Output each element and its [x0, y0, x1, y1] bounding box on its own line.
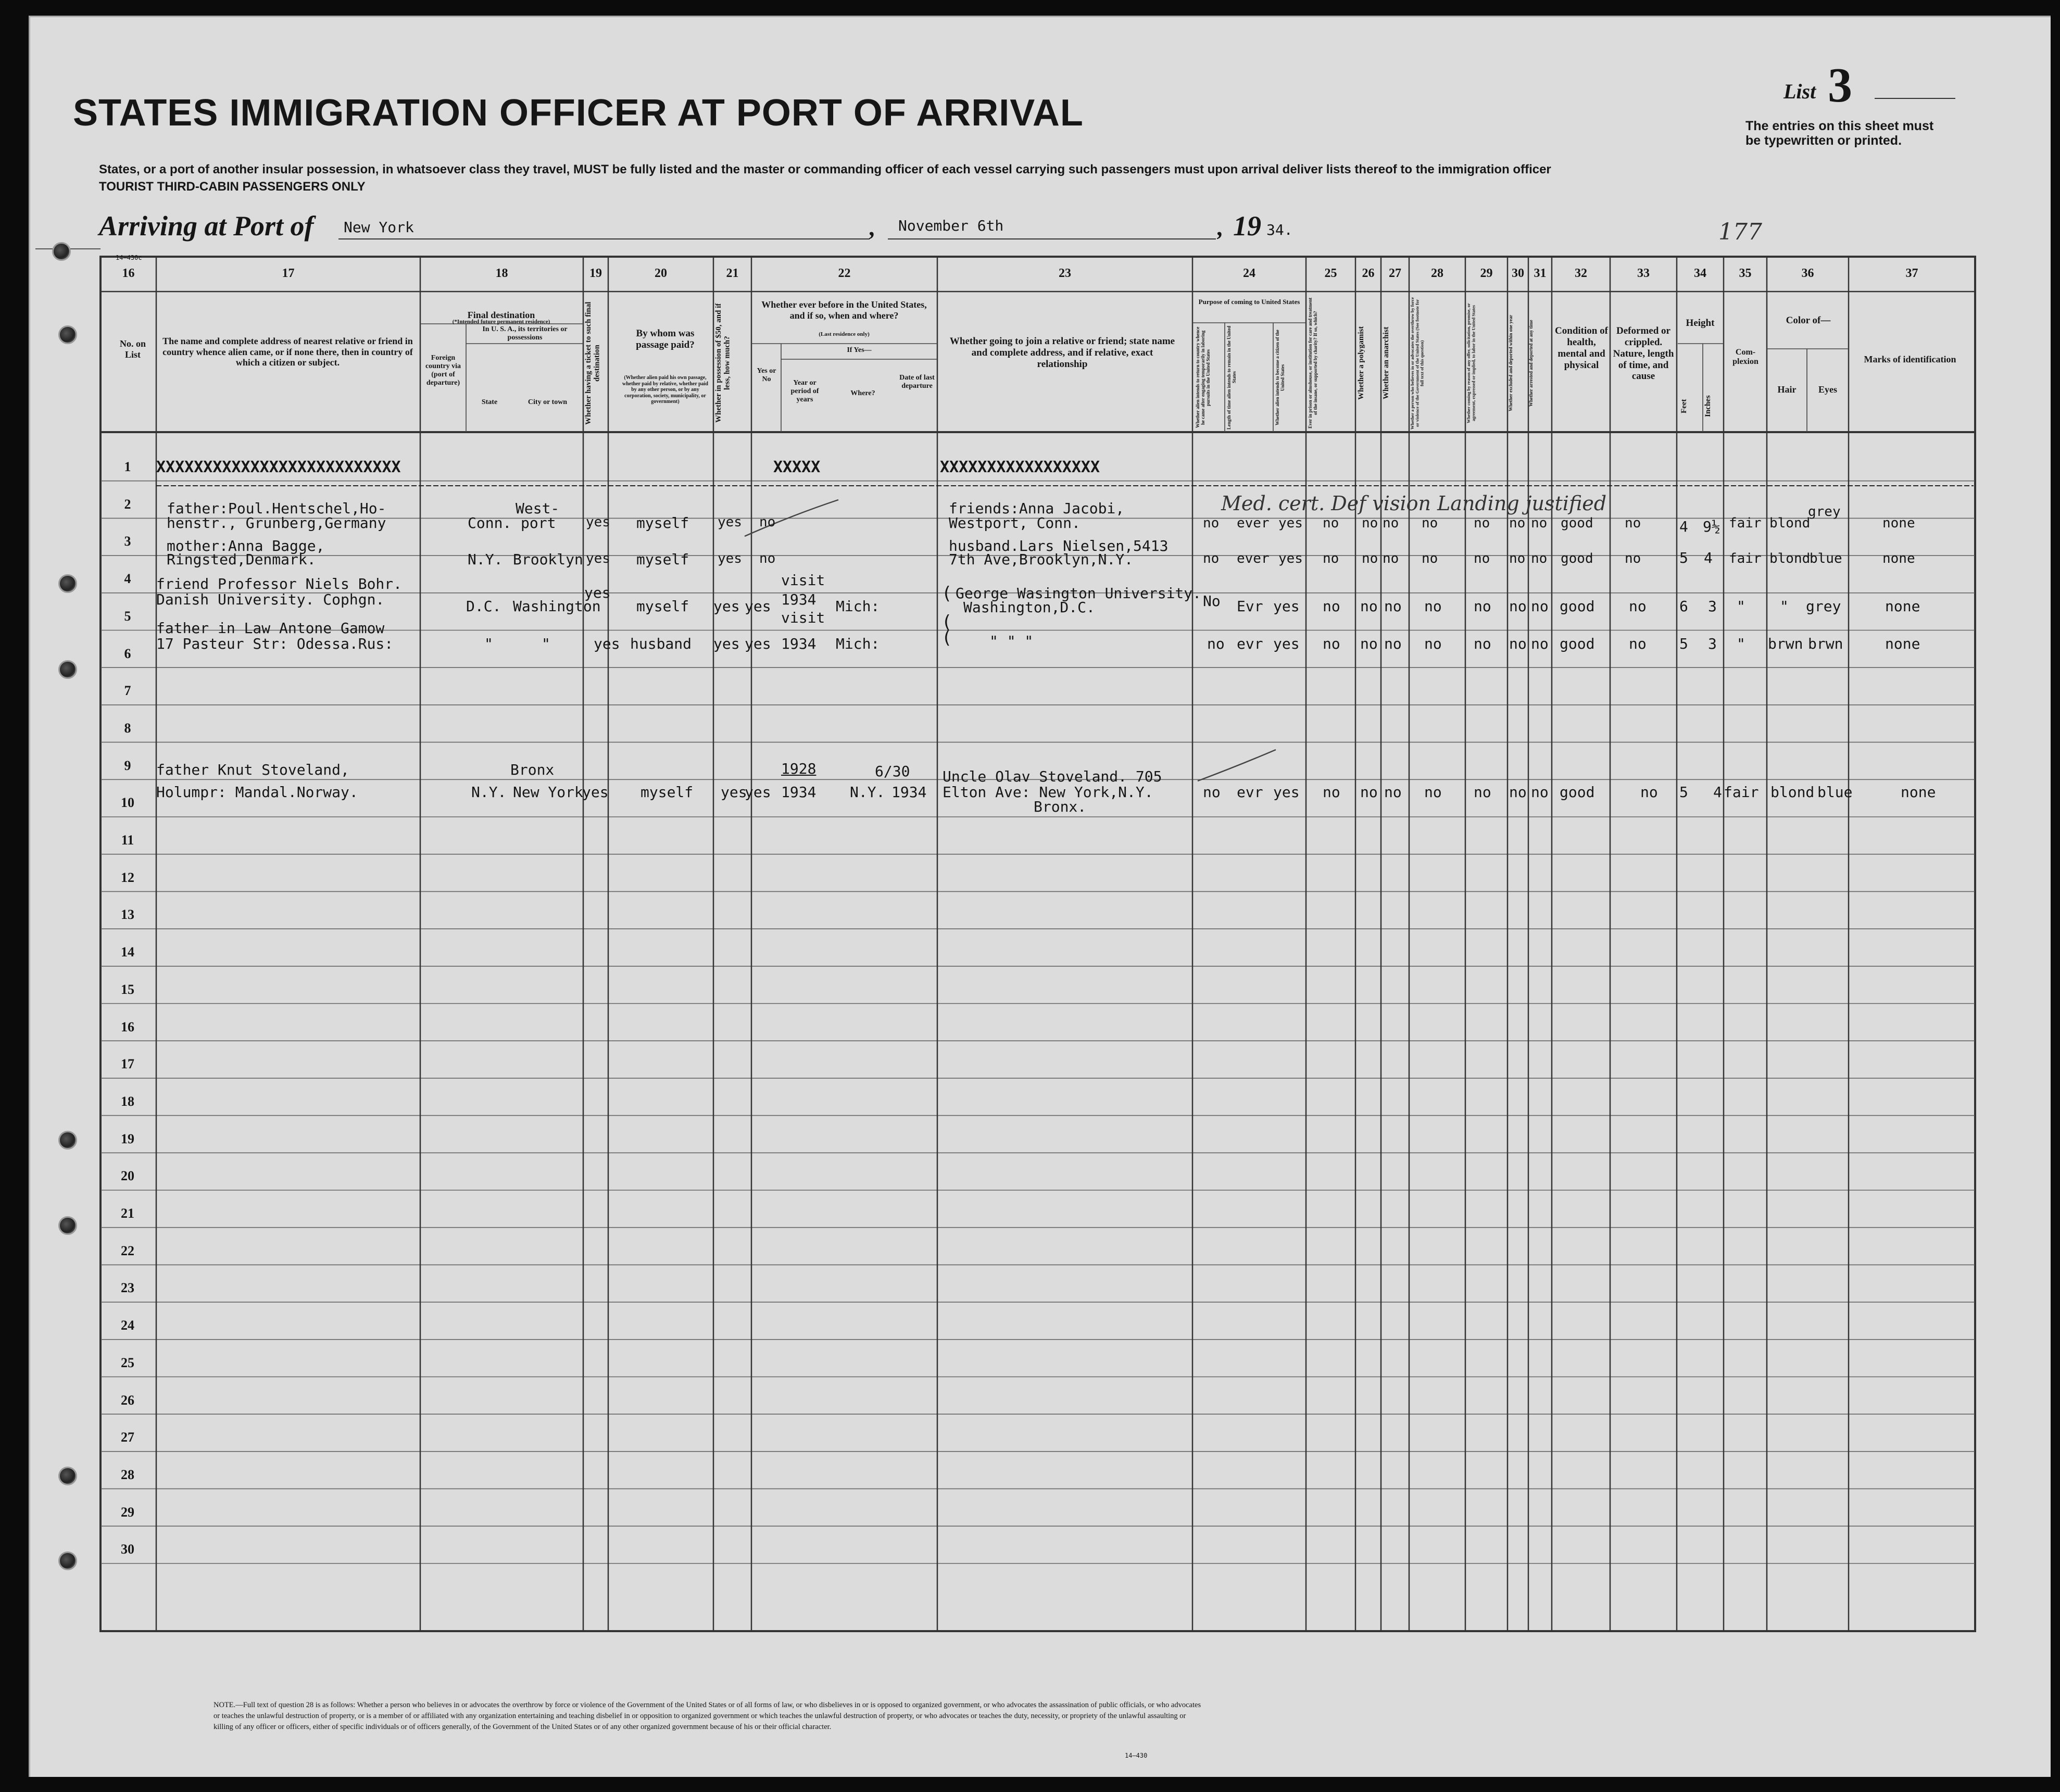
join-relative: husband.Lars Nielsen,5413: [949, 537, 1169, 554]
header-final-destination-sub: (*Intended future permanent residence): [452, 319, 550, 325]
punch-hole: [58, 325, 77, 344]
join-address: 7th Ave,Brooklyn,N.Y.: [949, 551, 1134, 568]
row-number: 12: [121, 869, 134, 885]
header-hair: Hair: [1777, 384, 1797, 395]
q26: no: [1360, 598, 1378, 615]
q31: no: [1531, 598, 1549, 615]
q25: no: [1323, 515, 1339, 531]
where: N.Y.: [850, 784, 885, 801]
crossed-entry: XXXXX: [773, 458, 821, 476]
column-number: 16: [122, 267, 135, 280]
citizen: yes: [1278, 515, 1303, 531]
column-number: 29: [1480, 267, 1493, 280]
notice-line: be typewritten or printed.: [1745, 133, 1902, 148]
join-ditto: " " ": [989, 633, 1034, 650]
header-passage-paid-sub: (Whether alien paid his own passage, whether paid by relative, whether paid by any other person, or by any corporation, society, municipality, or government): [622, 375, 708, 405]
passage-paid: myself: [636, 514, 689, 532]
q31: no: [1531, 784, 1549, 801]
row-number: 25: [121, 1355, 134, 1370]
row-number: 24: [121, 1318, 134, 1333]
header-ever-before: Whether ever before in the United States, and if so, when and where?: [761, 299, 927, 321]
possession: yes: [721, 784, 747, 801]
column-number: 36: [1801, 267, 1814, 280]
where: Mich:: [836, 598, 880, 615]
header-state: State: [481, 398, 498, 406]
q30: no: [1509, 515, 1526, 531]
header-city: City or town: [527, 398, 568, 406]
row-number: 11: [121, 832, 134, 848]
dest-city: Brooklyn: [513, 551, 583, 568]
q28: no: [1422, 551, 1438, 566]
q26: no: [1360, 635, 1378, 652]
ever-before: no: [759, 551, 776, 566]
column-number: 27: [1389, 267, 1401, 280]
year-period: visit: [781, 572, 825, 589]
marks: none: [1885, 635, 1920, 652]
q28: no: [1422, 515, 1438, 531]
eyes: brwn: [1808, 635, 1843, 652]
citizen: yes: [1273, 598, 1300, 615]
header-purpose-citizen: Whether alien intends to become a citizen of the United States: [1275, 330, 1285, 425]
arrival-year-prefix: 19: [1233, 210, 1261, 242]
column-number: 26: [1362, 267, 1375, 280]
q29: no: [1474, 515, 1490, 531]
eyes: blue: [1810, 551, 1842, 566]
ticket: yes: [584, 584, 611, 601]
relative-address: Danish University. Cophgn.: [156, 591, 385, 608]
deformed: no: [1629, 598, 1647, 615]
possession: yes: [718, 514, 742, 530]
deformed: no: [1625, 551, 1641, 566]
row-number: 19: [121, 1131, 134, 1146]
instruction-line: TOURIST THIRD-CABIN PASSENGERS ONLY: [99, 180, 366, 194]
passage-paid: myself: [636, 598, 689, 615]
complexion: ": [1737, 635, 1745, 652]
citizen: yes: [1273, 784, 1300, 801]
q26: no: [1362, 515, 1378, 531]
length: evr: [1237, 635, 1263, 652]
row-number: 27: [121, 1430, 134, 1445]
marks: none: [1885, 598, 1920, 615]
dest-city: ": [542, 635, 550, 652]
ever-before: yes: [745, 635, 771, 652]
column-number: 37: [1905, 267, 1918, 280]
dest-city: Washington: [513, 598, 601, 615]
length: ever: [1237, 551, 1270, 566]
q26: no: [1360, 784, 1378, 801]
ever-before: yes: [745, 784, 771, 801]
header-year-period: Year or period of years: [790, 379, 819, 404]
return: no: [1207, 635, 1225, 652]
footnote-code: 14—430: [1125, 1752, 1148, 1759]
ever-before: no: [759, 514, 776, 530]
column-number: 22: [838, 267, 851, 280]
length: Evr: [1237, 598, 1263, 615]
header-ever-before-sub: (Last residence only): [819, 331, 870, 337]
height-feet: 6: [1679, 598, 1688, 615]
height-inches: 3: [1708, 598, 1717, 615]
header-if-yes: If Yes—: [847, 346, 872, 354]
citizen: yes: [1278, 551, 1303, 566]
header-eyes: Eyes: [1818, 384, 1837, 395]
dest-city: New York: [513, 784, 583, 801]
q25: no: [1323, 551, 1339, 566]
q25: no: [1323, 784, 1340, 801]
header-col25: Ever in prison or almshouse, or institution for care and treatment of the insane, or supported by charity? If so, which?: [1308, 297, 1318, 429]
length: ever: [1237, 515, 1270, 531]
height-feet: 5: [1679, 784, 1688, 801]
q29: no: [1474, 784, 1491, 801]
header-where: Where?: [850, 389, 875, 397]
page-number: 177: [1718, 219, 1762, 245]
q30: no: [1509, 635, 1527, 652]
header-inches: Inches: [1704, 395, 1712, 417]
row-number: 4: [124, 571, 131, 587]
list-number: 3: [1828, 58, 1852, 112]
port-line: [338, 238, 870, 239]
complexion: fair: [1724, 784, 1759, 801]
column-number: 31: [1534, 267, 1547, 280]
column-number: 20: [655, 267, 667, 280]
possession: yes: [718, 551, 742, 566]
citizen: yes: [1273, 635, 1300, 652]
join-address: Bronx.: [1034, 798, 1087, 815]
relative-name: father Knut Stoveland,: [156, 761, 349, 778]
punch-hole: [58, 1551, 77, 1570]
return: no: [1203, 515, 1220, 531]
height-inches: 4: [1704, 549, 1713, 566]
row-number: 18: [121, 1093, 134, 1109]
q30: no: [1509, 598, 1527, 615]
dest-state: ": [484, 635, 493, 652]
row-number: 22: [121, 1243, 134, 1258]
ticket: yes: [582, 784, 609, 801]
column-number: 35: [1739, 267, 1752, 280]
row-number: 20: [121, 1168, 134, 1184]
ticket: yes: [586, 551, 610, 566]
complexion: fair: [1729, 515, 1762, 531]
ticket: yes: [586, 514, 610, 530]
relative-address: henstr., Grunberg,Germany: [167, 514, 386, 532]
column-number: 34: [1694, 267, 1706, 280]
join-address: Washington,D.C.: [963, 599, 1095, 616]
header-final-destination: Final destination: [467, 310, 535, 320]
punch-hole: [58, 1216, 77, 1235]
health: good: [1561, 515, 1593, 531]
row-number: 6: [124, 646, 131, 661]
punch-hole: [58, 1131, 77, 1150]
brace: (: [941, 583, 952, 604]
q29: no: [1474, 598, 1491, 615]
header-feet: Feet: [1680, 399, 1688, 413]
row-number: 9: [124, 758, 131, 773]
header-no-on-list: No. on List: [119, 338, 146, 360]
list-label: List: [1783, 80, 1816, 103]
row-number: 17: [121, 1056, 134, 1072]
q31: no: [1531, 515, 1548, 531]
join-address: Westport, Conn.: [949, 514, 1081, 532]
year-period: 1934: [781, 784, 817, 801]
header-join-relative: Whether going to join a relative or friend; state name and complete address, and if relative, exact relationship: [949, 336, 1175, 370]
row-number: 21: [121, 1206, 134, 1221]
arrival-port: New York: [344, 219, 414, 236]
header-col30: Whether excluded and deported within one year: [1508, 314, 1513, 412]
q27: no: [1384, 598, 1402, 615]
q31: no: [1531, 551, 1548, 566]
row-number: 3: [124, 534, 131, 549]
q28: no: [1424, 635, 1442, 652]
deformed: no: [1640, 784, 1658, 801]
ever-before: yes: [745, 598, 771, 615]
height-feet: 5: [1679, 635, 1688, 652]
header-ticket: Whether having a ticket to such final destination: [584, 301, 601, 425]
health: good: [1560, 635, 1595, 652]
health: good: [1560, 598, 1595, 615]
header-purpose: Purpose of coming to United States: [1198, 298, 1300, 306]
q28: no: [1424, 784, 1442, 801]
hair: blond: [1770, 784, 1815, 801]
dest-state: N.Y.: [471, 784, 507, 801]
form-code: 14—430c: [116, 254, 142, 261]
date-last-departure: 1934: [891, 784, 927, 801]
comma: ,: [870, 214, 876, 241]
hair: blond: [1769, 515, 1811, 531]
row-number: 14: [121, 944, 134, 960]
column-number: 23: [1059, 267, 1071, 280]
header-in-usa: In U. S. A., its territories or possessions: [482, 325, 568, 342]
row-number: 1: [124, 459, 131, 474]
handwritten-annotation: Med. cert. Def vision Landing justified: [1221, 492, 1607, 515]
relative-address: Ringsted,Denmark.: [167, 551, 316, 568]
footnote: NOTE.—Full text of question 28 is as follows: Whether a person who believes in or advocates the overthrow by force or violence of the Government of the United States or of all forms of law, or who disbelieves in or is opposed to organized government, or who advocates the assassination of public officials, or who advocates or teaches the unlawful destruction of property, or is a member of or affiliated with any organization entertaining and teaching disbelief in or opposition to organized government or which teaches the unlawful destruction of property, or who advocates or teaches the duty, necessity, or propriety of the unlawful assaulting or killing of any officer or officers, either of specific individuals or of officers generally, of the Government of the United States or of any other organized government because of his or their official character.: [213, 1701, 1201, 1732]
header-color-of: Color of—: [1786, 315, 1831, 326]
passage-paid: myself: [636, 551, 689, 568]
header-col28: Whether a person who believes in or advocates the overthrow by force or violence of the Government of the United States (See footnote for full text of this question): [1410, 297, 1425, 430]
header-col29: Whether coming by reason of any offer, solicitation, promise, or agreement, expressed or implied, to labor in the United States: [1466, 303, 1476, 423]
punch-hole: [58, 660, 77, 679]
where: Mich:: [836, 635, 880, 652]
year-period: visit: [781, 609, 825, 626]
row-number: 29: [121, 1504, 134, 1520]
row-number: 16: [121, 1019, 134, 1034]
height-feet: 4: [1679, 518, 1688, 535]
hair: ": [1780, 598, 1789, 615]
instruction-line: States, or a port of another insular possession, in whatsoever class they travel, MUST be fully listed and the master or commanding officer of each vessel carrying such passengers must upon arrival deliver lists thereof to the immigration officer: [99, 162, 1551, 176]
date-line: [888, 238, 1216, 239]
q27: no: [1383, 551, 1399, 566]
row-number: 2: [124, 496, 131, 512]
column-number: 24: [1243, 267, 1255, 280]
notice-line: The entries on this sheet must: [1745, 119, 1934, 133]
arrival-year-suffix: 34.: [1266, 221, 1293, 238]
page-title: STATES IMMIGRATION OFFICER AT PORT OF ARRIVAL: [73, 92, 1084, 134]
row-number: 23: [121, 1280, 134, 1296]
header-purpose-length: Length of time alien intends to remain in the United States: [1226, 325, 1237, 430]
header-nearest-relative: The name and complete address of nearest relative or friend in country whence alien came, or if none there, then in country of which a citizen or subject.: [162, 336, 413, 368]
dest-state: Conn.: [468, 514, 512, 532]
marks: none: [1882, 551, 1915, 566]
join-relative: Uncle Olav Stoveland. 705: [943, 768, 1162, 785]
q27: no: [1383, 515, 1399, 531]
complexion: fair: [1729, 551, 1762, 566]
deformed: no: [1629, 635, 1647, 652]
hair: brwn: [1768, 635, 1803, 652]
header-foreign-country: Foreign country via (port of departure): [425, 354, 461, 387]
dest-city: West-: [516, 500, 560, 517]
header-col31: Whether arrested and deported at any time: [1528, 320, 1534, 407]
column-number: 33: [1637, 267, 1650, 280]
deformed: no: [1625, 515, 1641, 531]
eyes: grey: [1808, 504, 1841, 520]
column-number: 30: [1512, 267, 1524, 280]
eyes: grey: [1806, 598, 1841, 615]
marks: none: [1882, 515, 1915, 531]
column-number: 25: [1324, 267, 1337, 280]
column-number: 17: [282, 267, 295, 280]
row-number: 8: [124, 720, 131, 736]
header-col26: Whether a polygamist: [1357, 326, 1365, 400]
q25: no: [1323, 598, 1340, 615]
relative-address: Holumpr: Mandal.Norway.: [156, 784, 358, 801]
height-inches: 3: [1708, 635, 1717, 652]
header-purpose-return: Whether alien intends to return to country whence he came after engaging temporarily in laboring pursuits in the United States: [1195, 326, 1211, 428]
length: evr: [1237, 784, 1263, 801]
year-period: 1934: [781, 591, 817, 608]
join-address: Elton Ave: New York,N.Y.: [943, 784, 1153, 801]
dest-city: port: [521, 514, 556, 532]
passage-paid: myself: [640, 784, 694, 801]
hair: blond: [1769, 551, 1811, 566]
height-inches: 9½: [1703, 518, 1720, 535]
row-number: 28: [121, 1467, 134, 1482]
column-number: 21: [726, 267, 739, 280]
header-col27: Whether an anarchist: [1382, 326, 1390, 400]
crossed-entry: XXXXXXXXXXXXXXXXXXXXXXXXXX: [156, 458, 401, 476]
relative-address: 17 Pasteur Str: Odessa.Rus:: [156, 635, 394, 652]
q29: no: [1474, 551, 1490, 566]
year-period: 1934: [781, 635, 817, 652]
row-number: 13: [121, 907, 134, 923]
punch-hole: [58, 574, 77, 593]
header-possession-50: Whether in possession of $50, and if less, how much?: [714, 303, 732, 423]
header-marks: Marks of identification: [1864, 354, 1956, 364]
date-last-departure: 6/30: [875, 763, 910, 780]
q27: no: [1384, 635, 1402, 652]
height-feet: 5: [1679, 549, 1688, 566]
relative-name: father in Law Antone Gamow: [156, 620, 385, 637]
comma: ,: [1217, 214, 1224, 241]
row-number: 7: [124, 683, 131, 699]
health: good: [1560, 784, 1595, 801]
ticket: yes: [594, 635, 620, 652]
return: no: [1203, 551, 1220, 566]
brace: (: [941, 612, 952, 633]
row-number: 10: [121, 795, 134, 811]
q26: no: [1362, 551, 1378, 566]
return: no: [1203, 784, 1221, 801]
q25: no: [1323, 635, 1340, 652]
dest-city: Bronx: [510, 761, 555, 778]
q29: no: [1474, 635, 1491, 652]
header-passage-paid: By whom was passage paid?: [636, 328, 695, 350]
possession: yes: [713, 598, 740, 615]
q30: no: [1509, 784, 1527, 801]
dest-state: N.Y.: [468, 551, 503, 568]
row-number: 30: [121, 1542, 134, 1557]
return: No: [1203, 592, 1221, 610]
list-number-line: [1875, 98, 1955, 99]
join-relative: friends:Anna Jacobi,: [949, 500, 1125, 517]
row-number: 5: [124, 608, 131, 624]
header-date-last-departure: Date of last departure: [899, 374, 935, 390]
join-relative: George Wasington University.: [956, 585, 1202, 602]
crossed-entry: XXXXXXXXXXXXXXXXX: [940, 458, 1100, 476]
arrival-date: November 6th: [898, 217, 1004, 234]
q31: no: [1531, 635, 1549, 652]
year-period: 1928: [781, 760, 817, 777]
brace: (: [941, 627, 952, 648]
dest-state: D.C.: [466, 598, 501, 615]
health: good: [1561, 551, 1593, 566]
q30: no: [1509, 551, 1526, 566]
column-number: 18: [495, 267, 508, 280]
arrival-label: Arriving at Port of: [99, 210, 314, 242]
punch-hole: [52, 242, 71, 261]
relative-name: mother:Anna Bagge,: [167, 537, 325, 554]
q27: no: [1384, 784, 1402, 801]
relative-name: friend Professor Niels Bohr.: [156, 575, 403, 592]
q28: no: [1424, 598, 1442, 615]
column-number: 32: [1575, 267, 1587, 280]
header-col33: Deformed or crippled. Nature, length of time, and cause: [1613, 325, 1674, 382]
header-complexion: Com- plexion: [1732, 348, 1758, 367]
eyes: blue: [1817, 784, 1853, 801]
header-height: Height: [1686, 318, 1715, 329]
possession: yes: [713, 635, 740, 652]
column-number: 28: [1431, 267, 1443, 280]
header-col32: Condition of health, mental and physical: [1555, 325, 1608, 371]
relative-name: father:Poul.Hentschel,Ho-: [167, 500, 386, 517]
punch-hole: [58, 1467, 77, 1485]
column-number: 19: [589, 267, 602, 280]
complexion: ": [1737, 598, 1745, 615]
row-number: 15: [121, 981, 134, 997]
height-inches: 4: [1713, 784, 1722, 801]
header-yes-or-no: Yes or No: [757, 367, 776, 384]
marks: none: [1901, 784, 1936, 801]
passage-paid: husband: [630, 635, 692, 652]
row-number: 26: [121, 1392, 134, 1408]
